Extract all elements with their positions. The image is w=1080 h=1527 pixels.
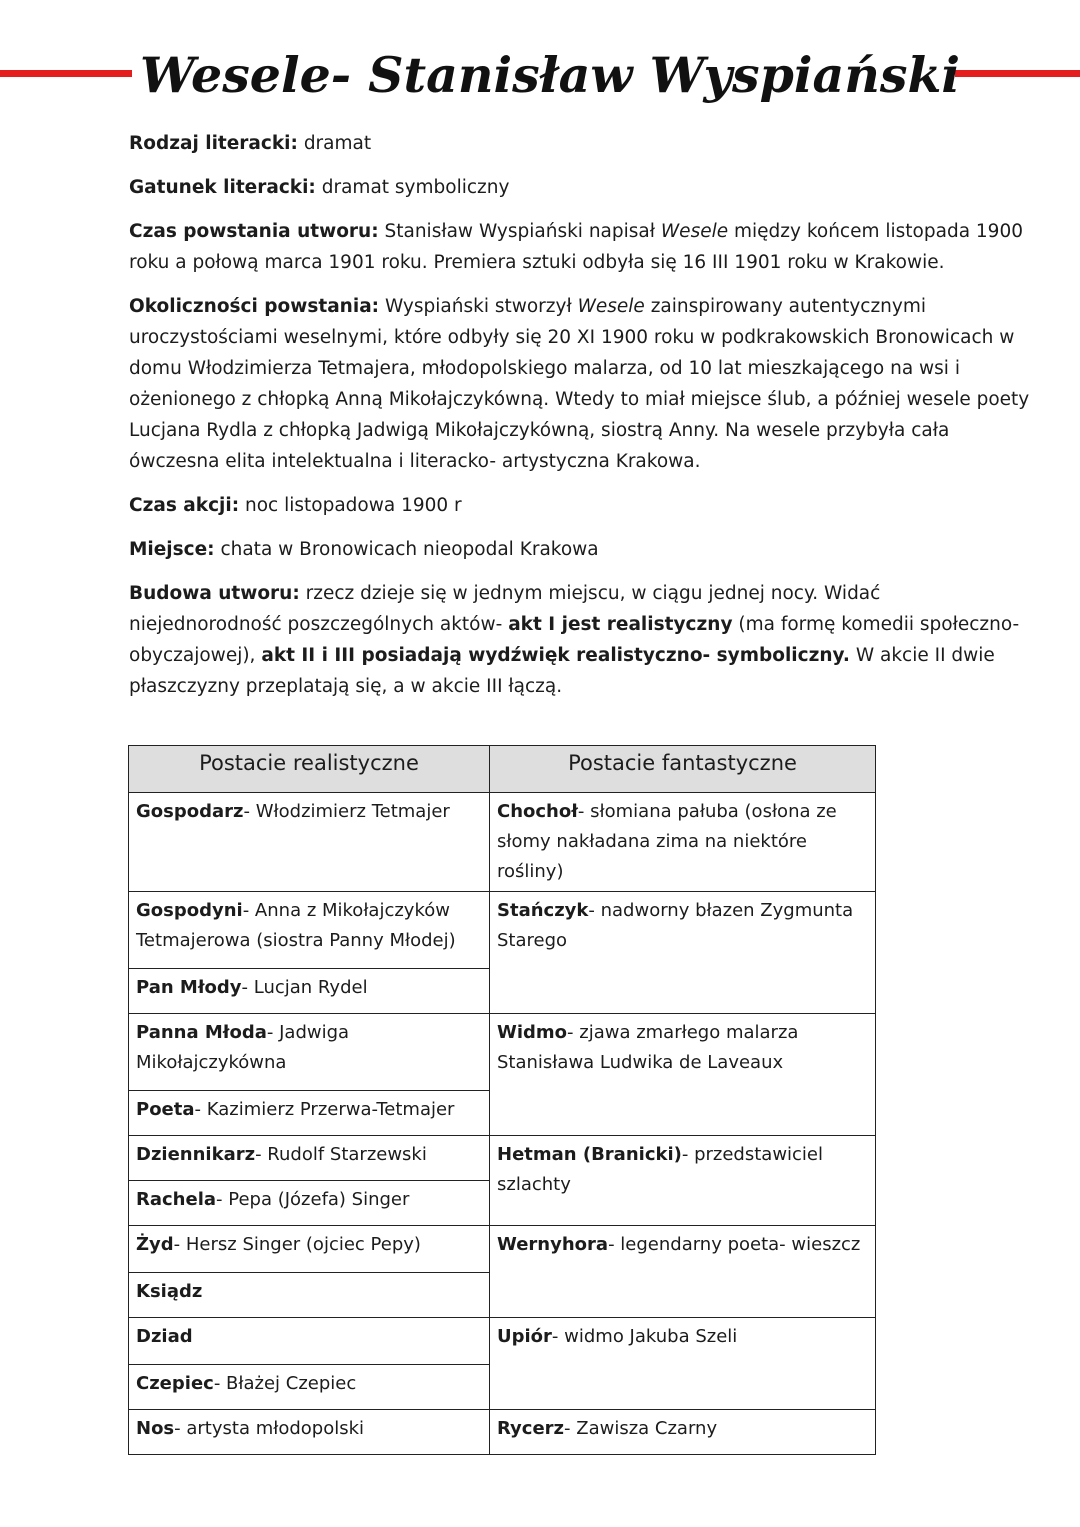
character-desc: - legendarny poeta- wieszcz: [608, 1234, 861, 1255]
title-accent-line-right: [955, 70, 1080, 77]
character-desc: - Pepa (Józefa) Singer: [216, 1189, 410, 1210]
character-desc: - Rudolf Starzewski: [255, 1144, 427, 1165]
info-section: [129, 128, 1034, 715]
character-desc: - Lucjan Rydel: [241, 977, 368, 998]
characters-table: [128, 745, 876, 1455]
miejsce-paragraph: [129, 534, 1034, 565]
character-name: Dziennikarz: [136, 1144, 256, 1165]
character-name: Chochoł: [497, 801, 578, 822]
fantastic-cell: [490, 793, 876, 892]
gatunek-paragraph: [129, 172, 1034, 203]
character-desc: - Hersz Singer (ojciec Pepy): [173, 1234, 421, 1255]
character-name: Nos: [136, 1418, 175, 1439]
table-header-row: [129, 746, 876, 793]
character-desc: - słomiana pałuba (osłona ze słomy nakładana zima na niektóre rośliny): [497, 801, 837, 882]
rodzaj-value: dramat: [303, 133, 372, 154]
fantastic-cell: [490, 1136, 876, 1226]
czas-powstania-paragraph: [129, 216, 1034, 278]
character-desc: - zjawa zmarłego malarza Stanisława Ludwika de Laveaux: [497, 1022, 799, 1073]
budowa-text-1: rzecz dzieje się w jednym miejscu, w ciągu jednej nocy. Widać niejednorodność poszczególnych aktów-: [129, 583, 881, 635]
character-name: Panna Młoda: [136, 1022, 267, 1043]
character-name: Żyd: [136, 1234, 174, 1255]
budowa-bold-2: akt II i III posiadają wydźwięk realistyczno- symboliczny.: [261, 645, 850, 666]
budowa-text-2: (ma formę komedii społeczno-obyczajowej),: [129, 614, 1020, 666]
czas-akcji-value: noc listopadowa 1900 r: [245, 495, 462, 516]
table-row: [129, 1318, 876, 1365]
realistic-cell: [129, 1091, 490, 1136]
character-desc: - Błażej Czepiec: [213, 1373, 357, 1394]
budowa-bold-1: akt I jest realistyczny: [508, 614, 733, 635]
fantastic-cell: [490, 1318, 876, 1410]
character-desc: - Zawisza Czarny: [564, 1418, 718, 1439]
gatunek-value: dramat symboliczny: [321, 177, 510, 198]
page-title: Wesele- Stanisław Wyspiański: [140, 46, 961, 104]
fantastic-cell: [490, 1410, 876, 1455]
character-name: Poeta: [136, 1099, 195, 1120]
okolicznosci-title-ref: Wesele: [577, 296, 645, 317]
table-row: [129, 1136, 876, 1181]
character-desc: - Kazimierz Przerwa-Tetmajer: [194, 1099, 455, 1120]
czas-powstania-label: Czas powstania utworu:: [129, 221, 379, 242]
realistic-cell: [129, 1136, 490, 1181]
fantastic-cell: [490, 892, 876, 1014]
character-name: Dziad: [136, 1326, 193, 1347]
character-desc: - Jadwiga Mikołajczykówna: [136, 1022, 350, 1073]
okolicznosci-text-2: zainspirowany autentycznymi uroczystościami weselnymi, które odbyły się 20 XI 1900 roku w podkrakowskich Bronowicach w domu Włodzimierza Tetmajera, młodopolskiego malarza, od 10 lat mieszkającego na wsi i ożenionego z chłopką Anną Mikołajczykówną. Wtedy to miał miejsce ślub, a później wesele poety Lucjana Rydla z chłopką Jadwigą Mikołajczykówną, siostrą Anny. Na wesele przybyła cała ówczesna elita intelektualna i literacko- artystyczna Krakowa.: [129, 296, 1030, 472]
okolicznosci-label: Okoliczności powstania:: [129, 296, 380, 317]
character-desc: - artysta młodopolski: [174, 1418, 365, 1439]
czas-akcji-label: Czas akcji:: [129, 495, 240, 516]
miejsce-value: chata w Bronowicach nieopodal Krakowa: [220, 539, 599, 560]
character-name: Gospodarz: [136, 801, 244, 822]
realistic-cell: [129, 1014, 490, 1091]
character-name: Stańczyk: [497, 900, 589, 921]
character-name: Czepiec: [136, 1373, 214, 1394]
czas-akcji-paragraph: [129, 490, 1034, 521]
character-name: Gospodyni: [136, 900, 243, 921]
character-name: Rycerz: [497, 1418, 565, 1439]
budowa-paragraph: [129, 578, 1034, 702]
character-name: Ksiądz: [136, 1281, 203, 1302]
realistic-cell: [129, 969, 490, 1014]
table-row: [129, 1014, 876, 1091]
gatunek-label: Gatunek literacki:: [129, 177, 316, 198]
character-desc: - Anna z Mikołajczyków Tetmajerowa (siostra Panny Młodej): [136, 900, 456, 951]
table-row: [129, 892, 876, 969]
character-name: Wernyhora: [497, 1234, 609, 1255]
realistic-cell: [129, 1410, 490, 1455]
table-row: [129, 1410, 876, 1455]
table-row: [129, 1226, 876, 1273]
character-desc: - widmo Jakuba Szeli: [551, 1326, 738, 1347]
fantastic-cell: [490, 1014, 876, 1136]
character-name: Pan Młody: [136, 977, 242, 998]
character-name: Upiór: [497, 1326, 552, 1347]
okolicznosci-text-1: Wyspiański stworzył: [384, 296, 572, 317]
miejsce-label: Miejsce:: [129, 539, 215, 560]
rodzaj-label: Rodzaj literacki:: [129, 133, 298, 154]
realistic-cell: [129, 892, 490, 969]
rodzaj-paragraph: [129, 128, 1034, 159]
character-name: Rachela: [136, 1189, 217, 1210]
fantastic-cell: [490, 1226, 876, 1318]
okolicznosci-paragraph: [129, 291, 1034, 477]
title-accent-line-left: [0, 70, 132, 77]
budowa-label: Budowa utworu:: [129, 583, 300, 604]
character-desc: - nadworny błazen Zygmunta Starego: [497, 900, 854, 951]
realistic-cell: [129, 1181, 490, 1226]
character-desc: - przedstawiciel szlachty: [497, 1144, 824, 1195]
character-desc: - Włodzimierz Tetmajer: [243, 801, 450, 822]
czas-powstania-text-1: Stanisław Wyspiański napisał: [384, 221, 655, 242]
table-row: [129, 793, 876, 892]
realistic-cell: [129, 793, 490, 892]
czas-powstania-title-ref: Wesele: [660, 221, 729, 242]
header-realistic: Postacie realistyczne: [129, 746, 490, 793]
header-fantastic: Postacie fantastyczne: [490, 746, 876, 793]
realistic-cell: [129, 1365, 490, 1410]
czas-powstania-text-2: między końcem listopada 1900 roku a połową marca 1901 roku. Premiera sztuki odbyła się 16 III 1901 roku w Krakowie.: [129, 221, 1023, 273]
realistic-cell: [129, 1226, 490, 1273]
character-name: Widmo: [497, 1022, 568, 1043]
budowa-text-3: W akcie II dwie płaszczyzny przeplatają się, a w akcie III łączą.: [129, 645, 995, 697]
character-name: Hetman (Branicki): [497, 1144, 682, 1165]
realistic-cell: [129, 1318, 490, 1365]
realistic-cell: [129, 1273, 490, 1318]
